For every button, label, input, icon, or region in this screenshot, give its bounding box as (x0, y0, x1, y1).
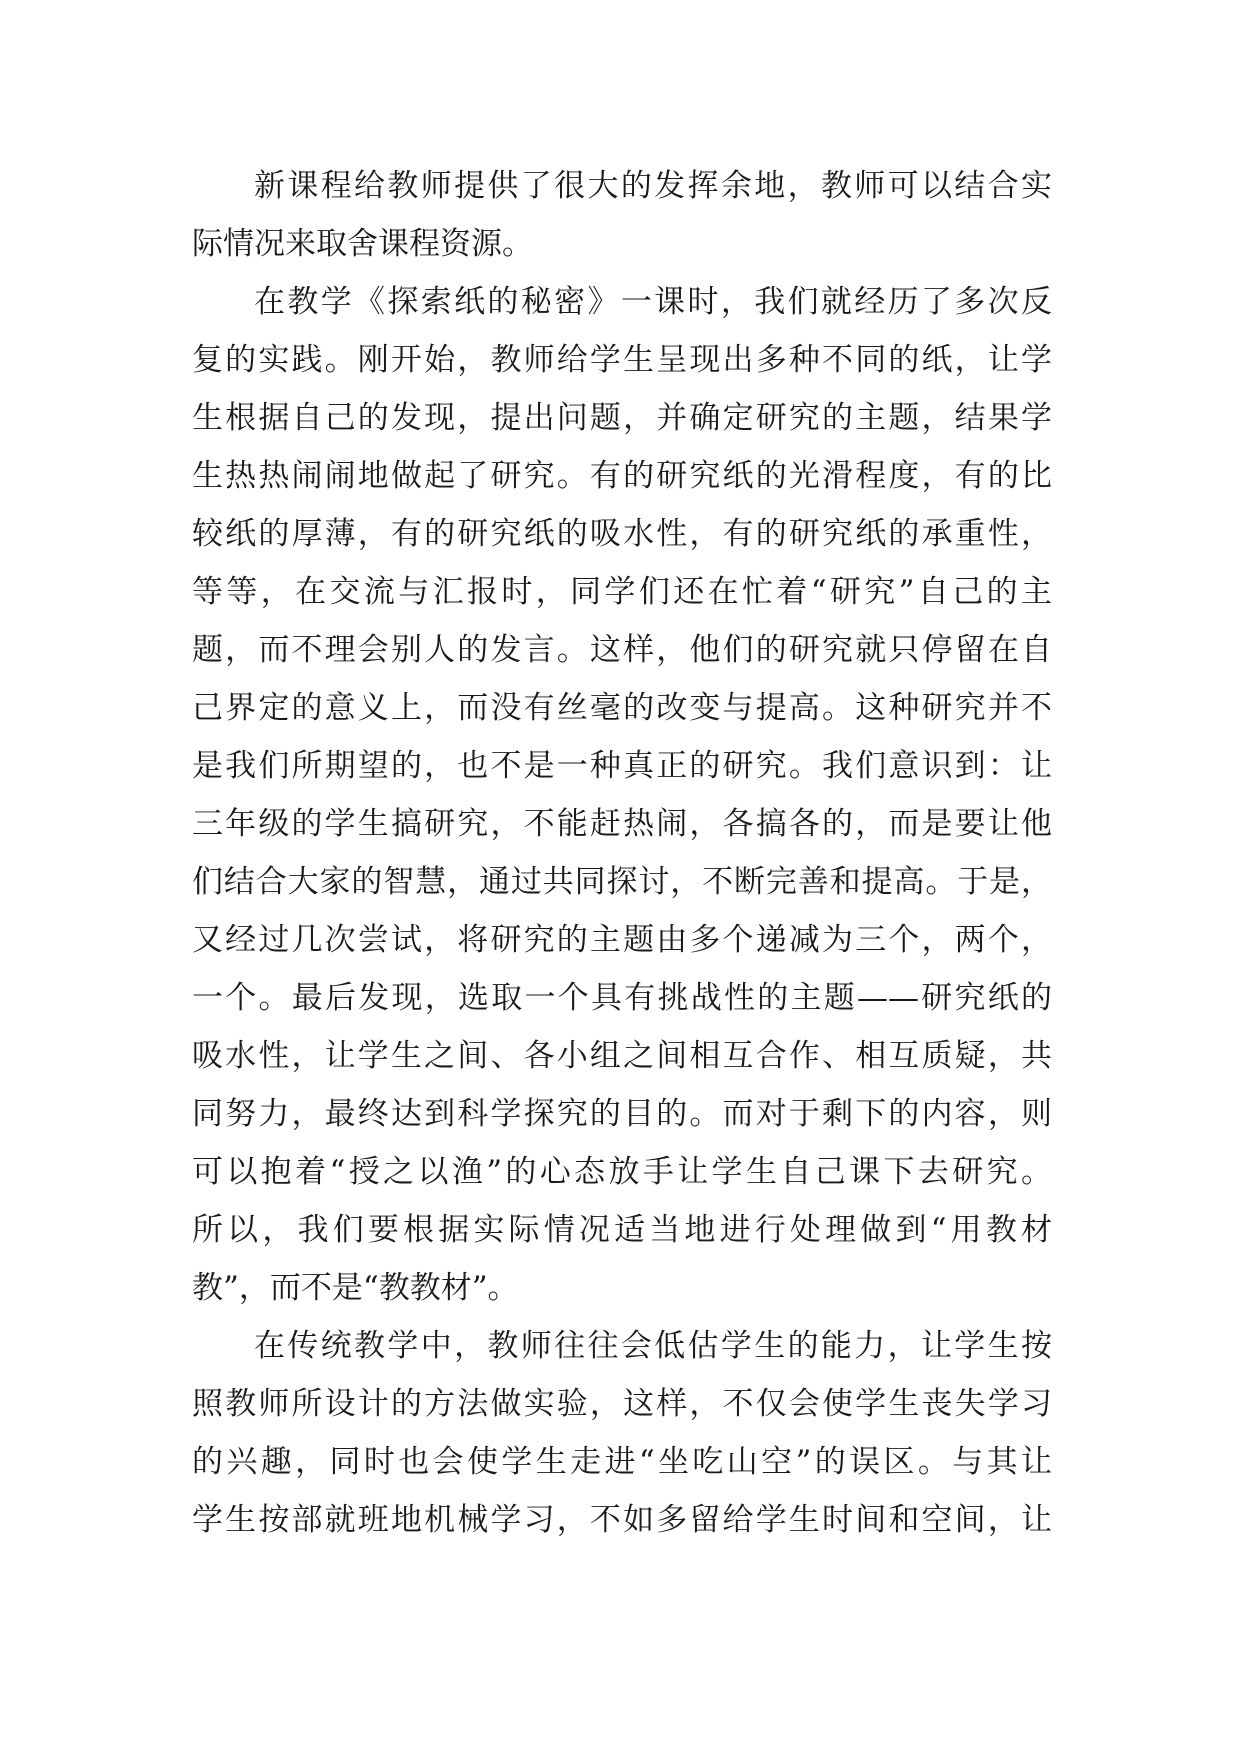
paragraph-line: 三年级的学生搞研究，不能赶热闹，各搞各的，而是要让他 (192, 806, 1052, 842)
paragraph-line: 等等，在交流与汇报时，同学们还在忙着“研究”自己的主 (192, 574, 1052, 610)
paragraph-line: 较纸的厚薄，有的研究纸的吸水性，有的研究纸的承重性， (192, 516, 1052, 552)
paragraph-line: 教”，而不是“教教材”。 (192, 1270, 519, 1306)
paragraph-line: 复的实践。刚开始，教师给学生呈现出多种不同的纸，让学 (192, 342, 1052, 378)
paragraph-2 (192, 273, 1052, 1317)
paragraph-line: 又经过几次尝试，将研究的主题由多个递减为三个，两个， (192, 922, 1052, 958)
paragraph-1 (192, 157, 1052, 273)
paragraph-line: 新课程给教师提供了很大的发挥余地，教师可以结合实 (254, 168, 1052, 204)
paragraph-3 (192, 1317, 1052, 1549)
paragraph-line: 生根据自己的发现，提出问题，并确定研究的主题，结果学 (192, 400, 1052, 436)
paragraph-line: 在教学《探索纸的秘密》一课时，我们就经历了多次反 (254, 284, 1052, 320)
paragraph-line: 所以，我们要根据实际情况适当地进行处理做到“用教材 (192, 1212, 1052, 1248)
paragraph-line: 可以抱着“授之以渔”的心态放手让学生自己课下去研究。 (192, 1154, 1052, 1190)
paragraph-line: 吸水性，让学生之间、各小组之间相互合作、相互质疑，共 (192, 1038, 1052, 1074)
paragraph-line: 照教师所设计的方法做实验，这样，不仅会使学生丧失学习 (192, 1386, 1052, 1422)
document-body (192, 157, 1052, 1549)
paragraph-line: 际情况来取舍课程资源。 (192, 226, 533, 262)
paragraph-line: 们结合大家的智慧，通过共同探讨，不断完善和提高。于是， (192, 864, 1052, 900)
paragraph-line: 生热热闹闹地做起了研究。有的研究纸的光滑程度，有的比 (192, 458, 1052, 494)
paragraph-line: 在传统教学中，教师往往会低估学生的能力，让学生按 (254, 1328, 1052, 1364)
paragraph-line: 题，而不理会别人的发言。这样，他们的研究就只停留在自 (192, 632, 1052, 668)
paragraph-line: 同努力，最终达到科学探究的目的。而对于剩下的内容，则 (192, 1096, 1052, 1132)
paragraph-line: 一个。最后发现，选取一个具有挑战性的主题——研究纸的 (192, 980, 1052, 1016)
paragraph-line: 己界定的意义上，而没有丝毫的改变与提高。这种研究并不 (192, 690, 1052, 726)
paragraph-line: 学生按部就班地机械学习，不如多留给学生时间和空间，让 (192, 1502, 1052, 1538)
paragraph-line: 是我们所期望的，也不是一种真正的研究。我们意识到：让 (192, 748, 1052, 784)
paragraph-line: 的兴趣，同时也会使学生走进“坐吃山空”的误区。与其让 (192, 1444, 1052, 1480)
